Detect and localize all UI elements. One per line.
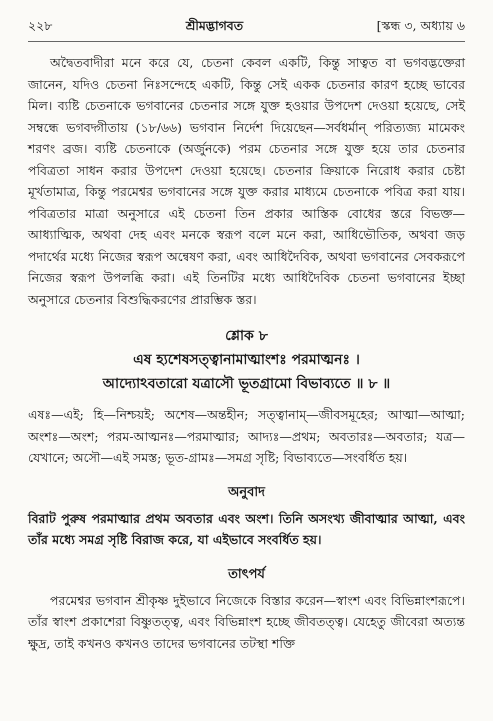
translation-paragraph: বিরাট পুরুষ পরমাত্মার প্রথম অবতার এবং অংশ। তিনি অসংখ্য জীবাত্মার আত্মা, এবং তাঁর মধ্যে সমগ্র সৃষ্টি বিরাজ করে, যা এইভাবে সংবর্ধিত হয়। [28,510,465,547]
verse-line-1: এষ হ্যশেষসত্ত্বানামাত্মাংশঃ পরমাত্মনঃ । [133,352,360,368]
translation-heading: অনুবাদ [228,484,265,500]
page-number: ২২৮ [28,18,53,33]
synonyms-paragraph: এষঃ—এই; হি—নিশ্চয়ই; অশেষ—অন্তহীন; সত্ত্বানাম্—জীবসমূহের; আত্মা—আত্মা; অংশঃ—অংশ; পরম-আত্মনঃ—পরমাত্মার; আদ্যঃ—প্রথম; অবতারঃ—অবতার; যত্র—যেখানে; অসৌ—এই সমস্ত; ভূত-গ্রামঃ—সমগ্র সৃষ্টি; বিভাব্যতে—সংবর্ধিত হয়। [28,407,465,465]
running-header [28,18,465,42]
purport-paragraph: পরমেশ্বর ভগবান শ্রীকৃষ্ণ দুইভাবে নিজেকে বিস্তার করেন—স্বাংশ এবং বিভিন্নাংশরূপে। তাঁর স্বাংশ প্রকাশেরা বিষ্ণুতত্ত্ব, এবং বিভিন্নাংশ হচ্ছে জীবতত্ত্ব। যেহেতু জীবেরা অত্যন্ত ক্ষুদ্র, তাই কখনও কখনও তাদের ভগবানের তটস্থা শক্তি [28,592,465,651]
book-title: শ্রীমদ্ভাগবত [185,18,244,33]
verse-line-2: আদ্যোঽবতারো যত্রাসৌ ভূতগ্রামো বিভাব্যতে ॥ ৮ ॥ [102,376,391,392]
purport-continued-paragraph: অদ্বৈতবাদীরা মনে করে যে, চেতনা কেবল একটি, কিন্তু সাত্বত বা ভগবদ্ভক্তেরা জানেন, যদিও চেতনা নিঃসন্দেহে একটি, কিন্তু সেই একক চেতনার কারণ হচ্ছে ভাবের মিল। ব্যষ্টি চেতনাকে ভগবানের চেতনার সঙ্গে যুক্ত হওয়ার উপদেশ দেওয়া হয়েছে, সেই সম্বন্ধে ভগবদ্গীতায় (১৮/৬৬) ভগবান নির্দেশ দিয়েছেন—সর্বধর্মান্ পরিত্যজ্য মামেকং শরণং ব্রজ। ব্যষ্টি চেতনাকে (অর্জুনকে) পরম চেতনার সঙ্গে যুক্ত হয়ে তার চেতনার পবিত্রতা সাধন করার উপদেশ দেওয়া হয়েছে। চেতনার ক্রিয়াকে নিরোধ করার চেষ্টা মূর্খতামাত্র, কিন্তু পরমেশ্বর ভগবানের সঙ্গে যুক্ত করার মাধ্যমে চেতনাকে পবিত্র করা যায়। পবিত্রতার মাত্রা অনুসারে এই চেতনা তিন প্রকার আস্তিক বোধের স্তরে বিভক্ত—আধ্যাত্মিক, অথবা দেহ এবং মনকে স্বরূপ বলে মনে করা, আধিভৌতিক, অথবা জড় পদার্থের মধ্যে নিজের স্বরূপ অন্বেষণ করা, এবং আধিদৈবিক, অথবা ভগবানের সেবকরূপে নিজের স্বরূপ উপলব্ধি করা। এই তিনটির মধ্যে আধিদৈবিক চেতনা ভগবানের ইচ্ছা অনুসারে চেতনার বিশুদ্ধিকরণের প্রারম্ভিক স্তর। [28,55,465,307]
section-reference: [স্কন্ধ ৩, অধ্যায় ৬ [376,18,465,33]
sloka-number: শ্লোক ৮ [225,328,268,344]
purport-heading: তাৎপর্য [228,566,265,582]
